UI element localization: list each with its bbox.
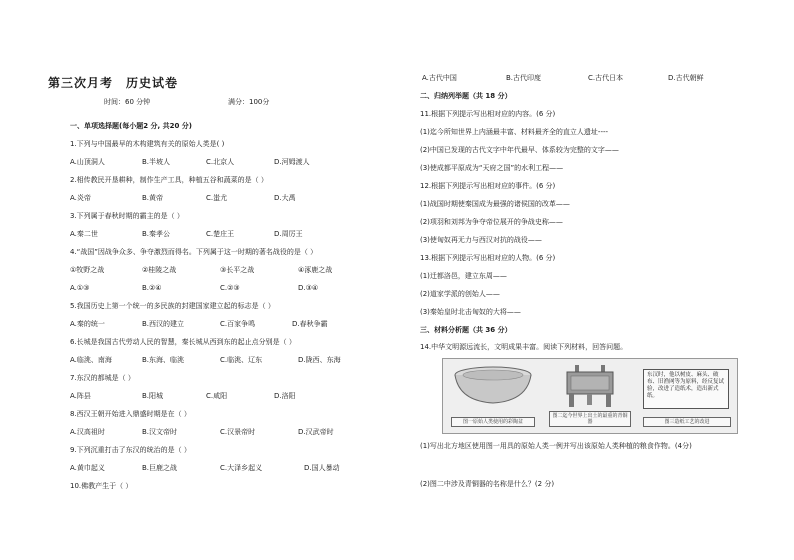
option: D.洛阳	[274, 392, 296, 400]
option: A.黄巾起义	[70, 464, 105, 472]
section1-heading: 一、单项选择题(每小题2 分, 共20 分)	[70, 122, 192, 130]
q14-sub-1: (1)写出北方地区使用图一用具的原始人类一例并写出该原始人类种植的粮食作物。(4分)	[420, 442, 692, 450]
option: B.②④	[142, 284, 162, 292]
option: A.汉高祖时	[70, 428, 105, 436]
question-5: 5.我国历史上第一个统一的多民族的封建国家建立起的标志是（ ）	[70, 302, 275, 310]
question-2: 2.相传教民开垦耕种，制作生产工具，种植五谷和蔬菜的是（ ）	[70, 176, 268, 184]
bronze-ding-image	[545, 363, 635, 409]
option: C.北京人	[206, 158, 235, 166]
question-4: 4.“战国”因战争众多、争夺激烈而得名。下列属于这一时期的著名战役的是（ ）	[70, 248, 318, 256]
option: D.春秋争霸	[292, 320, 328, 328]
option: D.陇西、东海	[298, 356, 341, 364]
option: A.秦的统一	[70, 320, 105, 328]
option: D.河姆渡人	[274, 158, 310, 166]
figure-2-caption: 图二迄今世界上出土的最重的青铜器	[549, 411, 631, 427]
q11-item-1: (1)迄今所知世界上内涵最丰富、材料最齐全的直立人遗址----	[420, 128, 609, 136]
option: B.古代印度	[506, 74, 542, 82]
option: A.①③	[70, 284, 90, 292]
question-8: 8.西汉王朝开始进入鼎盛时期是在（ ）	[70, 410, 191, 418]
option: C.汉景帝时	[220, 428, 256, 436]
option: D.周厉王	[274, 230, 303, 238]
figure-1-caption: 图一原始人类使用的彩陶盆	[451, 417, 535, 427]
option: ④涿鹿之战	[298, 266, 333, 274]
page-title: 第三次月考 历史试卷	[48, 76, 179, 90]
figure-3	[639, 363, 735, 429]
option: A.秦二世	[70, 230, 98, 238]
q13-item-3: (3)秦始皇时北击匈奴的大将——	[420, 308, 521, 316]
option: B.黄帝	[142, 194, 164, 202]
option: B.半坡人	[142, 158, 171, 166]
option: B.东海、临洮	[142, 356, 185, 364]
option: C.百家争鸣	[220, 320, 256, 328]
figure-3-text: 东汉时，他以树皮、麻头、破布、旧渔网等为原料，经反复试验，改进了造纸术，造出新式纸。	[643, 369, 729, 409]
section2-heading: 二、归纳列举题（共 18 分）	[420, 92, 512, 100]
exam-time: 时间：60 分钟	[104, 98, 151, 106]
option: B.西汉的建立	[142, 320, 185, 328]
q13-item-1: (1)迁都洛邑，建立东周——	[420, 272, 507, 280]
q11-item-2: (2)中国已发现的古代文字中年代最早、体系较为完整的文字——	[420, 146, 619, 154]
option: A.炎帝	[70, 194, 91, 202]
q11-item-3: (3)使成都平原成为“天府之国”的水利工程——	[420, 164, 564, 172]
option: A.山顶洞人	[70, 158, 105, 166]
q14-prompt: 14.中华文明源远流长，文明成果丰富。阅读下列材料，回答问题。	[420, 343, 628, 351]
q14-sub-2: (2)图二中涉及青铜器的名称是什么？(2 分)	[420, 480, 555, 488]
option: C.大泽乡起义	[220, 464, 263, 472]
q13-item-2: (2)道家学派的创始人——	[420, 290, 500, 298]
option: D.③④	[298, 284, 319, 292]
question-7: 7.东汉的都城是（ ）	[70, 374, 135, 382]
pottery-basin-image	[447, 363, 539, 409]
option: ③长平之战	[220, 266, 255, 274]
option: C.古代日本	[588, 74, 624, 82]
option: C.蚩尤	[206, 194, 228, 202]
figure-1	[447, 363, 539, 429]
option: ①牧野之战	[70, 266, 105, 274]
option: D.汉武帝时	[298, 428, 334, 436]
figure-3-caption: 图三造纸工艺的改进	[643, 417, 731, 427]
option: A.古代中国	[422, 74, 457, 82]
option: B.汉文帝时	[142, 428, 178, 436]
q12-item-2: (2)项羽和刘邦为争夺帝位展开的争战史称——	[420, 218, 563, 226]
exam-score: 满分：100分	[228, 98, 270, 106]
option: C.临洮、辽东	[220, 356, 263, 364]
option: B.巨鹿之战	[142, 464, 178, 472]
question-1: 1.下列与中国最早的木构建筑有关的原始人类是( )	[70, 140, 225, 148]
option: D.国人暴动	[304, 464, 340, 472]
option: C.咸阳	[206, 392, 228, 400]
q12-item-3: (3)使匈奴再无力与西汉对抗的战役——	[420, 236, 542, 244]
question-10: 10.佛教产生于（ ）	[70, 482, 133, 490]
option: ②桂陵之战	[142, 266, 177, 274]
section3-heading: 三、材料分析题（共 36 分）	[420, 326, 512, 334]
option: C.②③	[220, 284, 240, 292]
q12-item-1: (1)战国时期使秦国成为最强的诸侯国的改革——	[420, 200, 570, 208]
option: A.阵县	[70, 392, 91, 400]
question-3: 3.下列属于春秋时期的霸主的是（ ）	[70, 212, 184, 220]
material-figure	[442, 358, 738, 434]
option: B.秦孝公	[142, 230, 171, 238]
question-9: 9.下列沉重打击了东汉的统治的是（ ）	[70, 446, 191, 454]
option: D.古代朝鲜	[668, 74, 704, 82]
q11-prompt: 11.根据下列提示写出相对应的内容。(6 分)	[420, 110, 556, 118]
figure-2	[545, 363, 635, 429]
question-6: 6.长城是我国古代劳动人民的智慧，秦长城从西到东的起止点分别是（ ）	[70, 338, 296, 346]
option: A.临洮、南海	[70, 356, 112, 364]
option: C.楚庄王	[206, 230, 235, 238]
q12-prompt: 12.根据下列提示写出相对应的事件。(6 分)	[420, 182, 556, 190]
q13-prompt: 13.根据下列提示写出相对应的人物。(6 分)	[420, 254, 556, 262]
option: D.大禹	[274, 194, 296, 202]
option: B.阳城	[142, 392, 164, 400]
